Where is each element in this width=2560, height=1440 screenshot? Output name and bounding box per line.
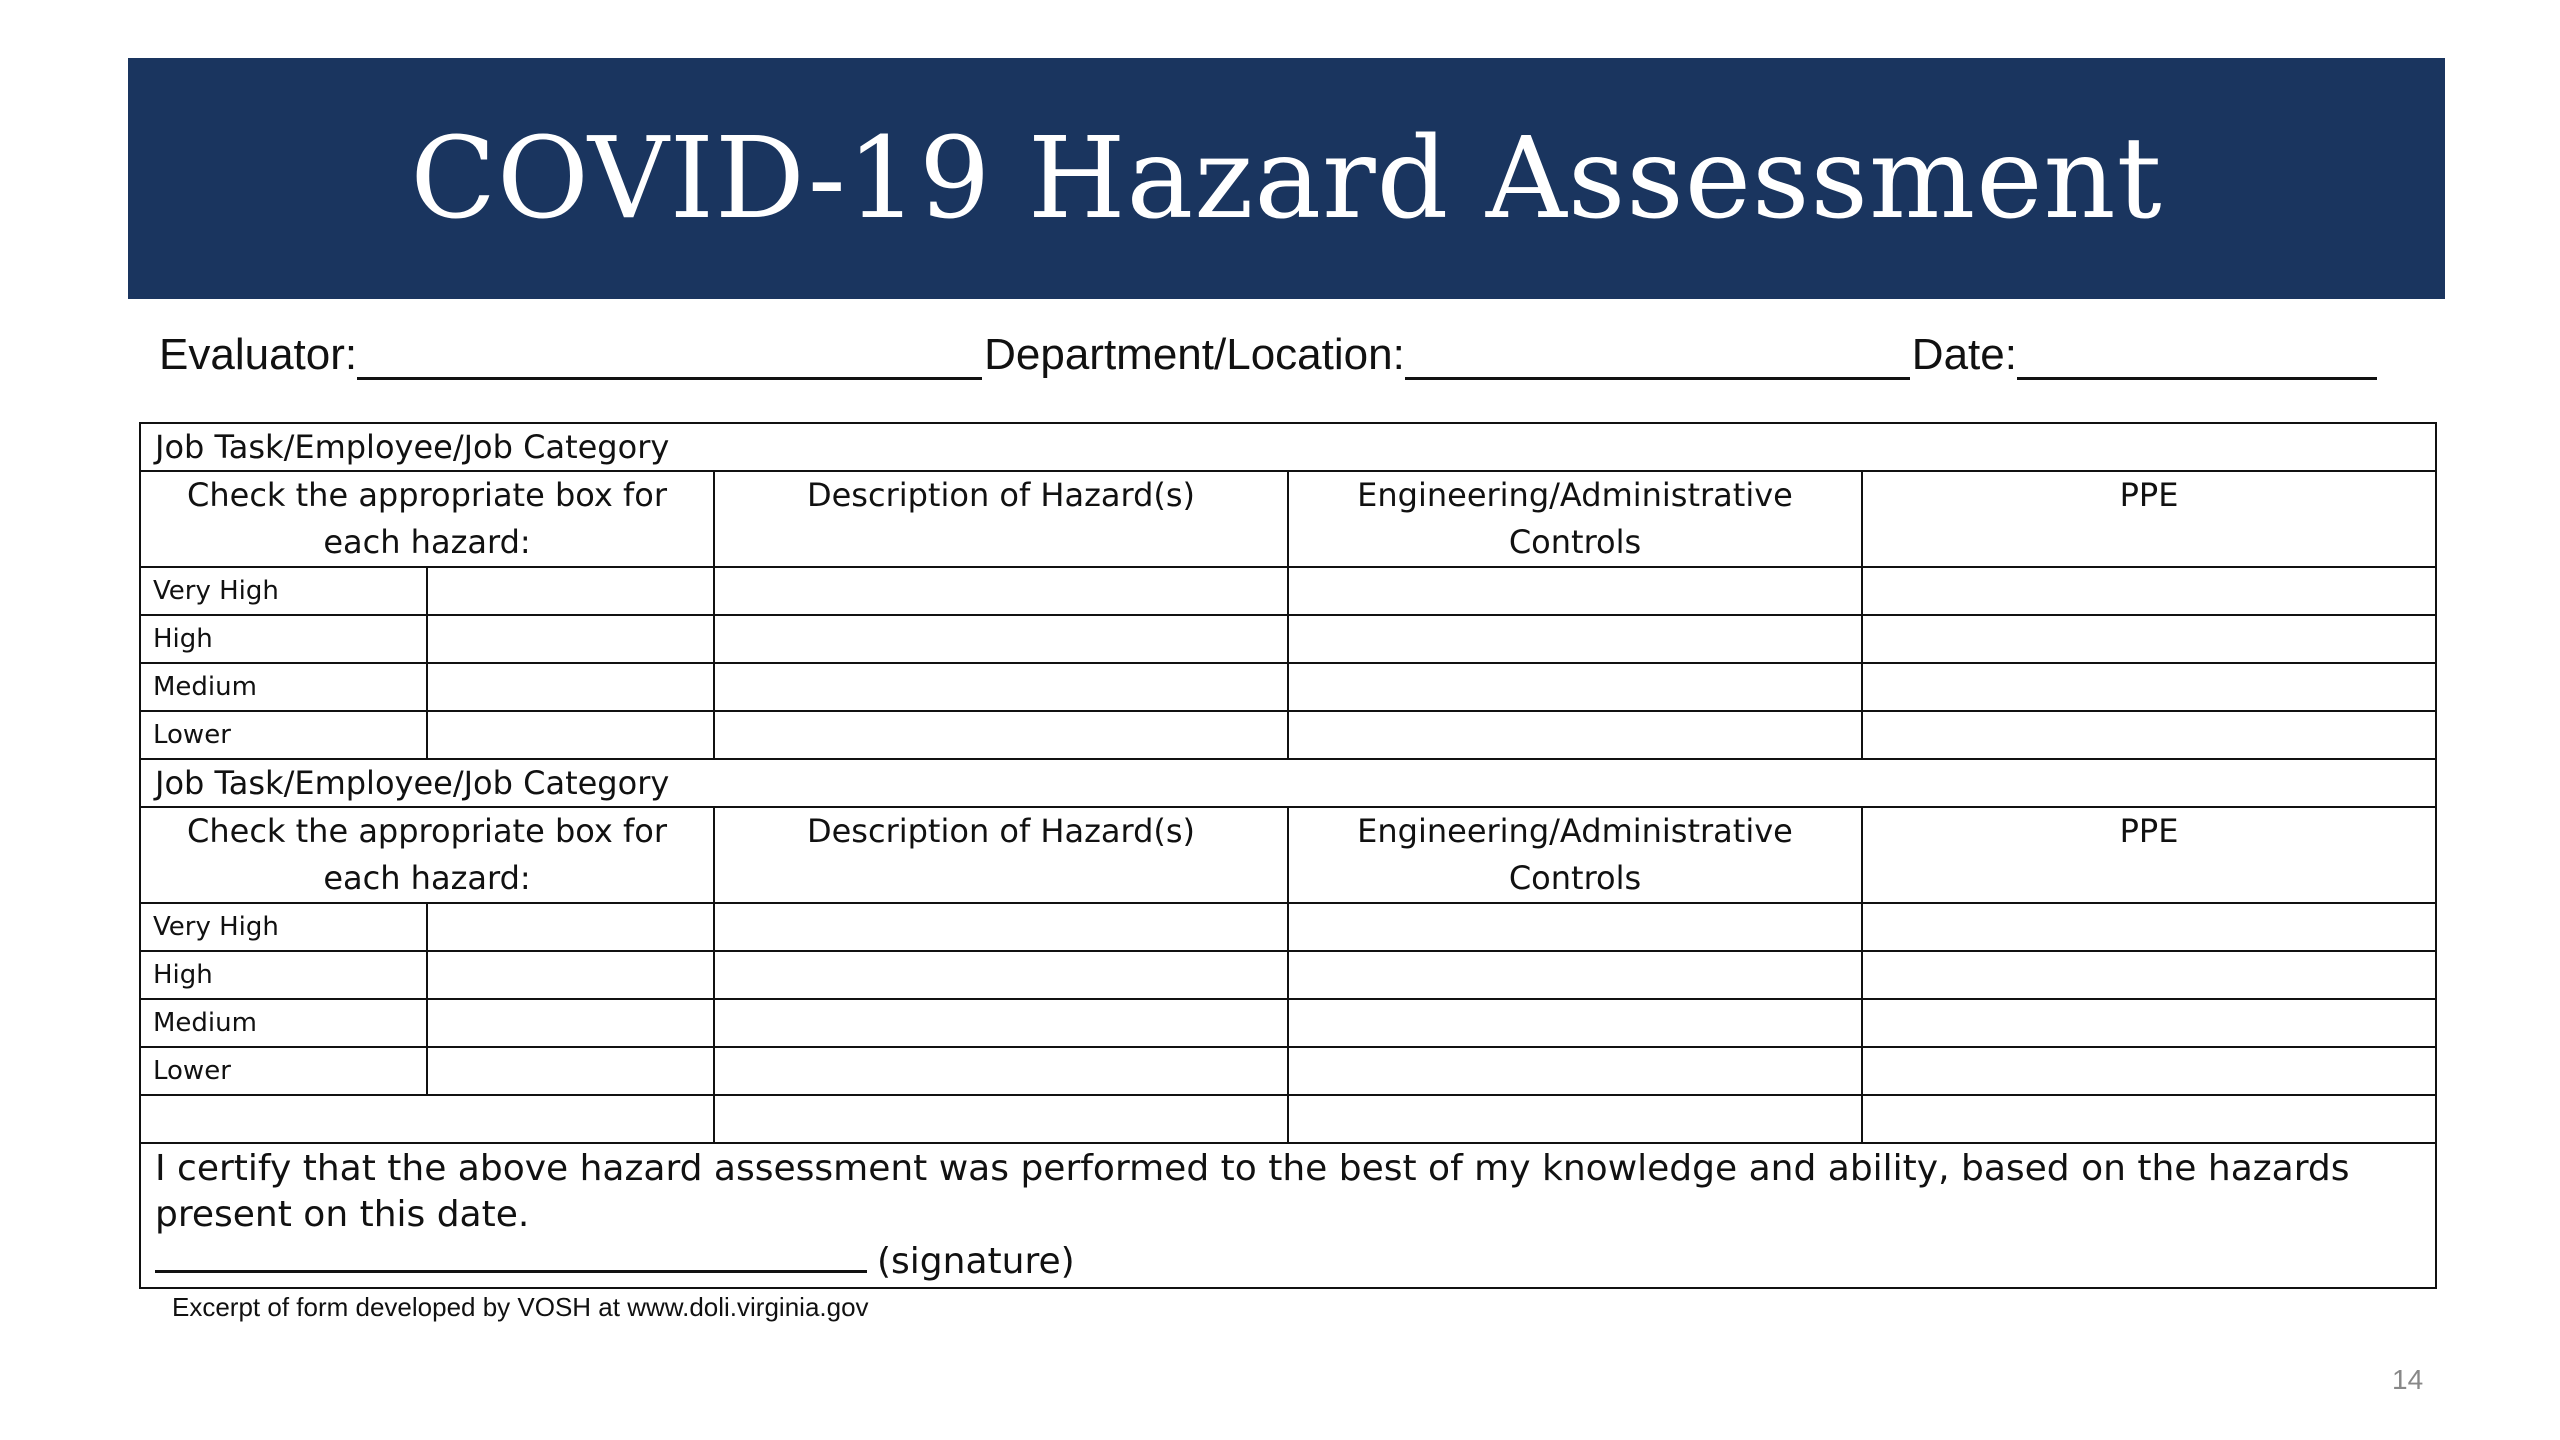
certification-row [140,1143,2436,1288]
ppe-cell[interactable] [1862,951,2436,999]
check-box-cell[interactable] [427,999,714,1047]
blank-cell[interactable] [714,1095,1288,1143]
title-banner [128,58,2445,299]
table-row [140,1047,2436,1095]
description-cell[interactable] [714,663,1288,711]
risk-level-label: Medium [140,999,427,1047]
description-header: Description of Hazard(s) [714,807,1288,903]
controls-cell[interactable] [1288,615,1862,663]
table-row [140,711,2436,759]
ppe-cell[interactable] [1862,711,2436,759]
signature-blank[interactable] [155,1238,867,1273]
check-box-cell[interactable] [427,711,714,759]
blank-cell[interactable] [140,1095,714,1143]
source-footnote: Excerpt of form developed by VOSH at www.doli.virginia.gov [172,1292,869,1322]
page-number: 14 [2392,1364,2424,1395]
table-row [140,567,2436,615]
table-row [140,951,2436,999]
description-cell[interactable] [714,711,1288,759]
description-header: Description of Hazard(s) [714,471,1288,567]
blank-cell[interactable] [1862,1095,2436,1143]
controls-cell[interactable] [1288,903,1862,951]
controls-cell[interactable] [1288,999,1862,1047]
risk-level-label: High [140,615,427,663]
ppe-cell[interactable] [1862,999,2436,1047]
check-box-cell[interactable] [427,663,714,711]
section-1-header-row [140,471,2436,567]
certification-statement: I certify that the above hazard assessment was performed to the best of my knowledge and ability, based on the hazards present on this date. [155,1148,2350,1235]
date-blank[interactable] [2017,335,2377,380]
ppe-cell[interactable] [1862,567,2436,615]
department-label: Department/Location: [984,330,1405,379]
controls-cell[interactable] [1288,663,1862,711]
ppe-header: PPE [1862,807,2436,903]
section-2-header-row [140,807,2436,903]
table-row [140,999,2436,1047]
description-cell[interactable] [714,615,1288,663]
risk-level-label: High [140,951,427,999]
description-cell[interactable] [714,567,1288,615]
description-cell[interactable] [714,999,1288,1047]
controls-cell[interactable] [1288,567,1862,615]
controls-cell[interactable] [1288,1047,1862,1095]
controls-cell[interactable] [1288,951,1862,999]
evaluator-label: Evaluator: [159,330,358,379]
ppe-header: PPE [1862,471,2436,567]
check-box-header: Check the appropriate box for each hazard: [140,471,714,567]
table-row [140,615,2436,663]
blank-cell[interactable] [1288,1095,1862,1143]
hazard-assessment-table [139,422,2437,1289]
ppe-cell[interactable] [1862,663,2436,711]
department-blank[interactable] [1405,335,1910,380]
check-box-cell[interactable] [427,567,714,615]
risk-level-label: Very High [140,903,427,951]
section-2-category-row [140,759,2436,807]
section-1-category-row [140,423,2436,471]
table-row [140,903,2436,951]
risk-level-label: Lower [140,711,427,759]
description-cell[interactable] [714,903,1288,951]
ppe-cell[interactable] [1862,615,2436,663]
job-category-label: Job Task/Employee/Job Category [140,759,2436,807]
check-box-cell[interactable] [427,615,714,663]
risk-level-label: Lower [140,1047,427,1095]
page-title: COVID-19 Hazard Assessment [410,113,2163,244]
controls-header: Engineering/Administrative Controls [1288,807,1862,903]
risk-level-label: Medium [140,663,427,711]
evaluator-blank[interactable] [357,335,982,380]
header-fields [159,330,2409,380]
controls-header: Engineering/Administrative Controls [1288,471,1862,567]
date-label: Date: [1911,330,2017,379]
description-cell[interactable] [714,951,1288,999]
check-box-cell[interactable] [427,951,714,999]
check-box-cell[interactable] [427,1047,714,1095]
check-box-cell[interactable] [427,903,714,951]
signature-label: (signature) [877,1241,1075,1282]
ppe-cell[interactable] [1862,903,2436,951]
blank-row [140,1095,2436,1143]
ppe-cell[interactable] [1862,1047,2436,1095]
controls-cell[interactable] [1288,711,1862,759]
table-row [140,663,2436,711]
description-cell[interactable] [714,1047,1288,1095]
certification-cell [140,1143,2436,1288]
check-box-header: Check the appropriate box for each hazard: [140,807,714,903]
signature-line [155,1238,2421,1285]
job-category-label: Job Task/Employee/Job Category [140,423,2436,471]
risk-level-label: Very High [140,567,427,615]
